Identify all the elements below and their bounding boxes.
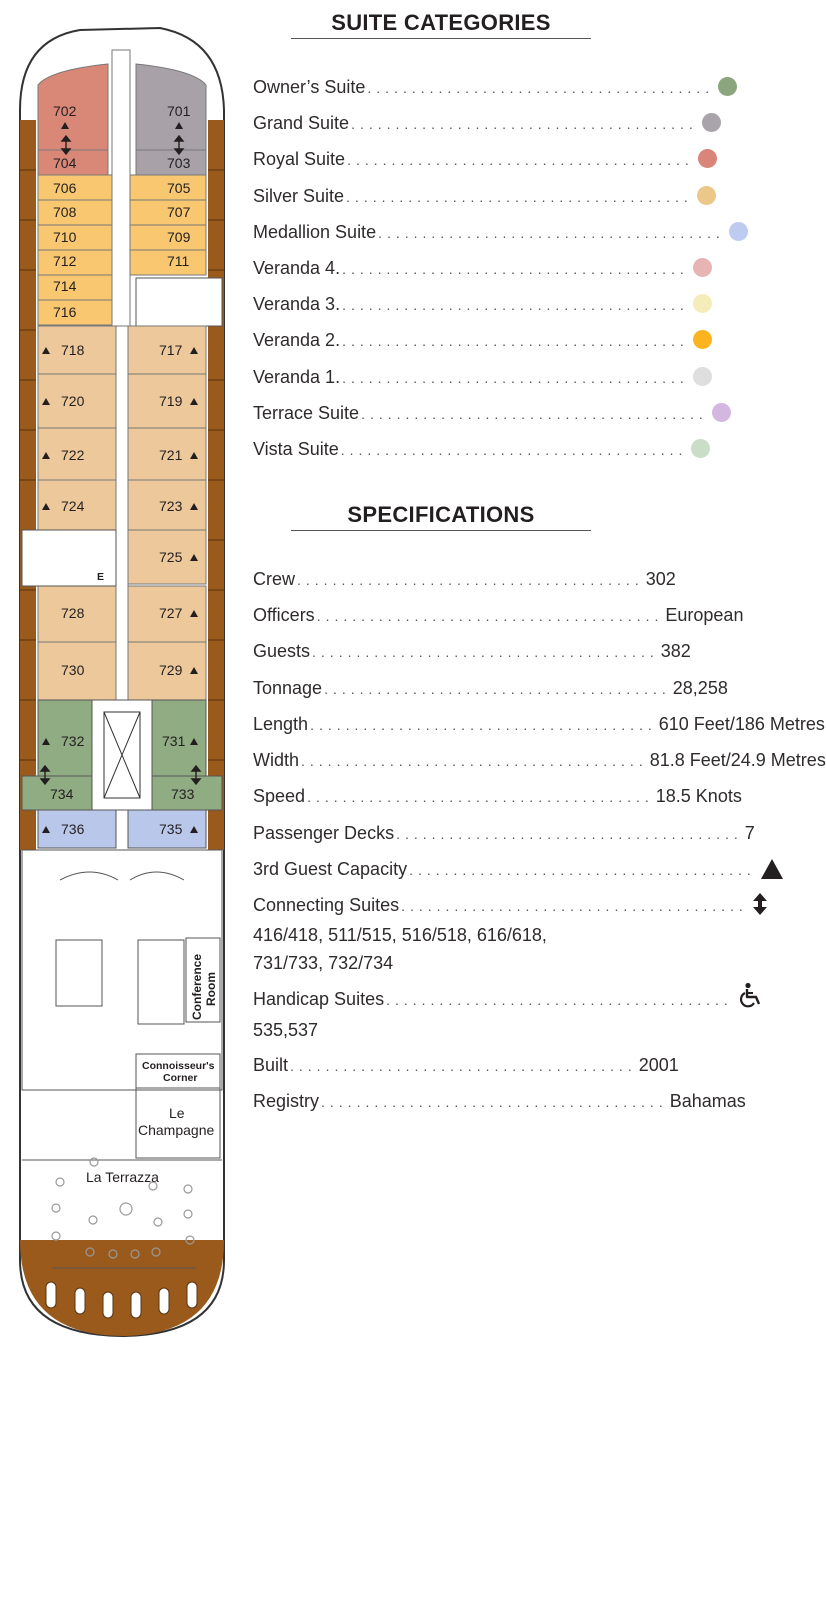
spec-length: [253, 711, 825, 735]
double-arrow-icon: [752, 892, 768, 916]
suite-702-label: 702: [53, 103, 77, 119]
conference-room-label-2: Room: [204, 972, 218, 1006]
category-row: [253, 364, 689, 388]
spec-value: 18.5 Knots: [655, 786, 742, 806]
leader-dots: .......................................: [297, 572, 644, 588]
spec-crew: [253, 566, 676, 590]
suite-704-label: 704: [53, 155, 77, 171]
spec-value: 2001: [638, 1055, 679, 1075]
category-name: Terrace Suite: [253, 402, 360, 423]
suite-719-label: 719: [159, 393, 183, 409]
category-name: Grand Suite: [253, 113, 350, 134]
category-name: Veranda 2.: [253, 330, 341, 351]
suite-716-label: 716: [53, 304, 77, 320]
suite-701-label: 701: [167, 103, 191, 119]
spec-value: 610 Feet/186 Metres: [658, 714, 825, 734]
leader-dots: .......................................: [321, 1094, 668, 1110]
category-row: [253, 146, 694, 170]
leader-dots: .......................................: [346, 188, 693, 205]
suite-707-label: 707: [167, 204, 191, 220]
category-row: [253, 74, 715, 98]
suite-706-label: 706: [53, 180, 77, 196]
spec-value: 382: [660, 641, 691, 661]
suite-712-label: 712: [53, 253, 77, 269]
category-row: [253, 255, 689, 279]
leader-dots: .......................................: [301, 753, 648, 769]
spec-speed: [253, 783, 742, 807]
category-row: [253, 291, 689, 315]
leader-dots: .......................................: [342, 261, 689, 277]
spec-label: Length: [253, 714, 309, 734]
spec-label: Crew: [253, 569, 296, 589]
leader-dots: .......................................: [347, 152, 694, 169]
suite-710-label: 710: [53, 229, 77, 245]
leader-dots: .......................................: [324, 681, 671, 697]
spec-label: Width: [253, 750, 300, 770]
suite-714-label: 714: [53, 278, 77, 294]
category-row: [253, 110, 698, 134]
spec-value: 302: [645, 569, 676, 589]
suite-categories-title: SUITE CATEGORIES: [291, 10, 591, 39]
suite-735-label: 735: [159, 821, 183, 837]
suite-736-label: 736: [61, 821, 85, 837]
le-champagne-label-2: Champagne: [138, 1122, 215, 1138]
category-name: Veranda 3.: [253, 294, 341, 315]
category-row: [253, 436, 688, 460]
category-color-swatch: [693, 258, 712, 277]
suite-705-label: 705: [167, 180, 191, 196]
specifications-panel: [253, 502, 605, 531]
leader-dots: .......................................: [351, 116, 698, 133]
leader-dots: .......................................: [409, 862, 756, 878]
connoisseurs-corner-label-1: Connoisseur's: [142, 1060, 215, 1072]
suite-728-label: 728: [61, 605, 85, 621]
la-terrazza-label: La Terrazza: [86, 1169, 159, 1185]
spec-label: 3rd Guest Capacity: [253, 859, 408, 879]
suite-categories-panel: [253, 10, 605, 39]
spec-passenger-decks: [253, 820, 755, 844]
spec-third-guest: [253, 856, 756, 880]
category-name: Owner’s Suite: [253, 77, 366, 97]
leader-dots: .......................................: [340, 442, 688, 458]
spec-label: Officers: [253, 605, 315, 625]
category-name: Veranda 1.: [253, 366, 341, 387]
category-color-swatch: [693, 367, 712, 386]
suite-720-label: 720: [61, 393, 85, 409]
leader-dots: .......................................: [367, 80, 715, 96]
wheelchair-icon: [737, 982, 765, 1010]
triangle-icon: [760, 858, 784, 880]
spec-label: Handicap Suites: [253, 989, 385, 1009]
category-name: Veranda 4.: [253, 258, 341, 278]
suite-729-label: 729: [159, 662, 183, 678]
category-color-swatch: [698, 149, 717, 168]
connoisseurs-corner-label-2: Corner: [163, 1072, 198, 1084]
specifications-list: [253, 566, 826, 1126]
leader-dots: .......................................: [401, 898, 748, 914]
specifications-title: SPECIFICATIONS: [291, 502, 591, 531]
spec-label: Built: [253, 1055, 289, 1075]
category-color-swatch: [697, 186, 716, 205]
suite-711-label: 711: [167, 253, 190, 269]
suite-727-label: 727: [159, 605, 183, 621]
spec-value: European: [665, 605, 744, 625]
category-name: Vista Suite: [253, 439, 339, 459]
suite-724-label: 724: [61, 498, 85, 514]
hull-band-right: [208, 120, 224, 850]
spec-width: [253, 747, 826, 771]
spec-registry: [253, 1088, 746, 1112]
category-name: Silver Suite: [253, 185, 345, 206]
suite-708-label: 708: [53, 204, 77, 220]
suite-709-label: 709: [167, 229, 191, 245]
spec-handicap-suites: [253, 986, 733, 1010]
leader-dots: .......................................: [307, 789, 654, 805]
category-name: Royal Suite: [253, 149, 346, 170]
category-color-swatch: [729, 222, 748, 241]
suite-703-label: 703: [167, 155, 191, 171]
leader-dots: .......................................: [290, 1058, 637, 1074]
leader-dots: .......................................: [312, 644, 659, 660]
category-row: [253, 219, 725, 243]
leader-dots: .......................................: [342, 369, 689, 386]
conference-room-label-1: Conference: [190, 953, 204, 1020]
spec-value: 28,258: [672, 678, 728, 698]
suite-731-label: 731: [162, 733, 186, 749]
leader-dots: .......................................: [386, 992, 733, 1008]
connecting-suites-line-1: 416/418, 511/515, 516/518, 616/618,: [253, 925, 547, 945]
deck-plan: [0, 0, 240, 1350]
spec-value: Bahamas: [669, 1091, 746, 1111]
spec-label: Connecting Suites: [253, 895, 400, 915]
suite-722-label: 722: [61, 447, 85, 463]
spec-connecting-suites: [253, 892, 748, 916]
spec-value: 7: [744, 823, 755, 843]
spec-officers: [253, 602, 744, 626]
leader-dots: .......................................: [310, 717, 657, 733]
leader-dots: .......................................: [316, 608, 664, 624]
suite-categories-list: [253, 74, 725, 474]
leader-dots: .......................................: [342, 297, 689, 314]
connecting-suites-line-2: 731/733, 732/734: [253, 953, 394, 973]
spec-guests: [253, 638, 691, 662]
category-color-swatch: [693, 330, 712, 349]
category-name: Medallion Suite: [253, 221, 377, 242]
handicap-suites-line-1: 535,537: [253, 1020, 319, 1040]
spec-tonnage: [253, 675, 728, 699]
spec-label: Passenger Decks: [253, 823, 395, 843]
suite-730-label: 730: [61, 662, 85, 678]
spec-built: [253, 1052, 679, 1076]
category-color-swatch: [718, 77, 737, 96]
category-color-swatch: [691, 439, 710, 458]
le-champagne-label-1: Le: [169, 1105, 185, 1121]
suite-734-label: 734: [50, 786, 74, 802]
leader-dots: .......................................: [378, 224, 725, 241]
category-color-swatch: [693, 294, 712, 313]
elevator-label: E: [97, 571, 105, 583]
suite-718-label: 718: [61, 342, 85, 358]
suite-725-label: 725: [159, 549, 183, 565]
category-color-swatch: [702, 113, 721, 132]
suite-717-label: 717: [159, 342, 183, 358]
hull-band-left: [20, 120, 36, 850]
suite-732-label: 732: [61, 733, 85, 749]
spec-label: Speed: [253, 786, 306, 806]
category-color-swatch: [712, 403, 731, 422]
category-row: [253, 327, 689, 351]
spec-label: Tonnage: [253, 678, 323, 698]
category-row: [253, 183, 693, 207]
spec-value: 81.8 Feet/24.9 Metres: [649, 750, 826, 770]
leader-dots: .......................................: [342, 333, 689, 350]
suite-733-label: 733: [171, 786, 195, 802]
leader-dots: .......................................: [396, 826, 743, 842]
suite-721-label: 721: [159, 447, 183, 463]
category-row: [253, 400, 708, 424]
spec-label: Guests: [253, 641, 311, 661]
leader-dots: .......................................: [361, 405, 708, 422]
suite-723-label: 723: [159, 498, 183, 514]
spec-label: Registry: [253, 1091, 320, 1111]
